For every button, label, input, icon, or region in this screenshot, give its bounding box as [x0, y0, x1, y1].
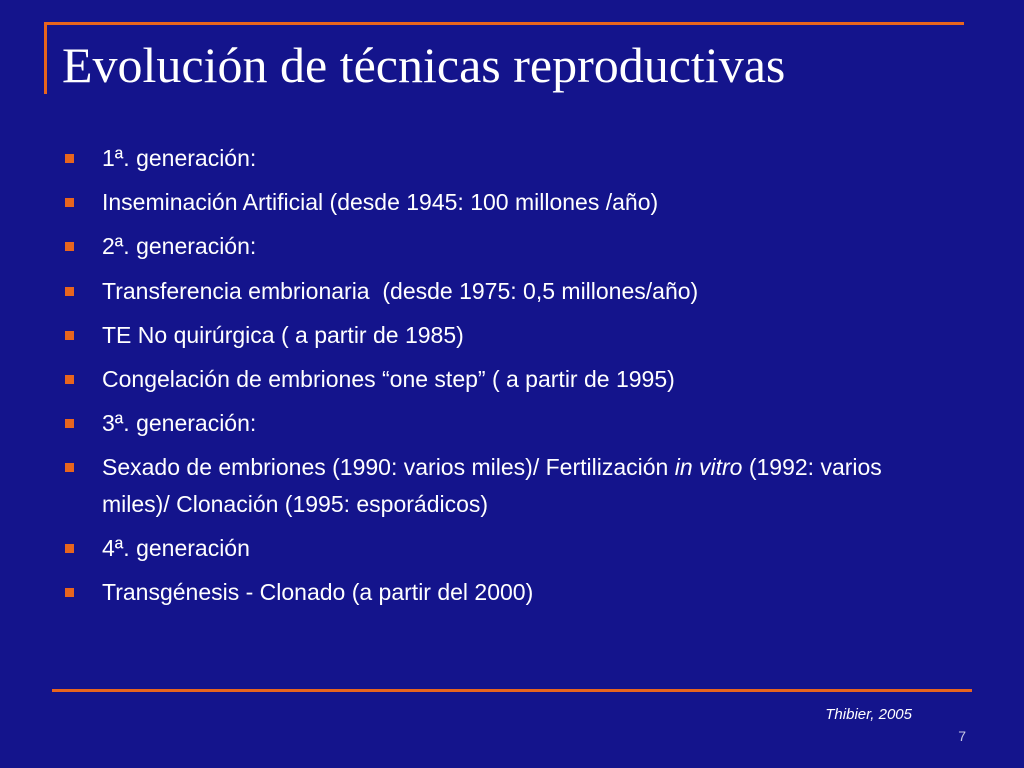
bullet-text-italic: in vitro — [674, 454, 743, 481]
bullet-item-3 — [62, 228, 942, 265]
bullet-text: Transgénesis - Clonado (a partir del 2000) — [102, 579, 534, 606]
bullet-item-4 — [62, 273, 942, 310]
slide-number: 7 — [958, 728, 966, 744]
bullet-text: Transferencia embrionaria (desde 1975: 0,5 millones/año) — [102, 277, 699, 304]
square-bullet-icon — [65, 198, 74, 207]
bullet-text-before: Sexado de embriones (1990: varios miles)/ Fertilización — [102, 454, 675, 481]
bullet-text: 1ª. generación: — [102, 145, 257, 171]
square-bullet-icon — [65, 588, 74, 597]
bullet-item-9 — [62, 530, 942, 567]
square-bullet-icon — [65, 419, 74, 428]
square-bullet-icon — [65, 544, 74, 553]
bullet-item-10 — [62, 574, 942, 611]
citation-text: Thibier, 2005 — [825, 706, 912, 723]
bullet-item-8 — [62, 449, 942, 522]
bullet-item-1 — [62, 140, 942, 177]
title-frame-left-line — [44, 22, 47, 94]
bullet-text: Inseminación Artificial (desde 1945: 100 millones /año) — [102, 189, 659, 216]
square-bullet-icon — [65, 331, 74, 340]
footer-divider-line — [52, 689, 972, 692]
bullet-item-7 — [62, 405, 942, 442]
square-bullet-icon — [65, 154, 74, 163]
bullet-text-after: (1992: varios miles)/ Clonación (1995: esporádicos) — [102, 454, 882, 517]
square-bullet-icon — [65, 375, 74, 384]
bullet-text: Congelación de embriones “one step” ( a partir de 1995) — [102, 365, 675, 392]
square-bullet-icon — [65, 287, 74, 296]
bullet-text: 2ª. generación: — [102, 233, 257, 260]
bullet-item-6 — [62, 361, 942, 398]
square-bullet-icon — [65, 242, 74, 251]
bullet-text: 3ª. generación: — [102, 410, 257, 437]
slide-title: Evolución de técnicas reproductivas — [62, 37, 786, 93]
bullet-list — [62, 140, 942, 618]
square-bullet-icon — [65, 463, 74, 472]
title-frame-top-line — [44, 22, 964, 25]
bullet-item-2 — [62, 184, 942, 221]
bullet-text: TE No quirúrgica ( a partir de 1985) — [102, 321, 464, 348]
bullet-item-5 — [62, 317, 942, 354]
bullet-text: 4ª. generación — [102, 535, 250, 561]
